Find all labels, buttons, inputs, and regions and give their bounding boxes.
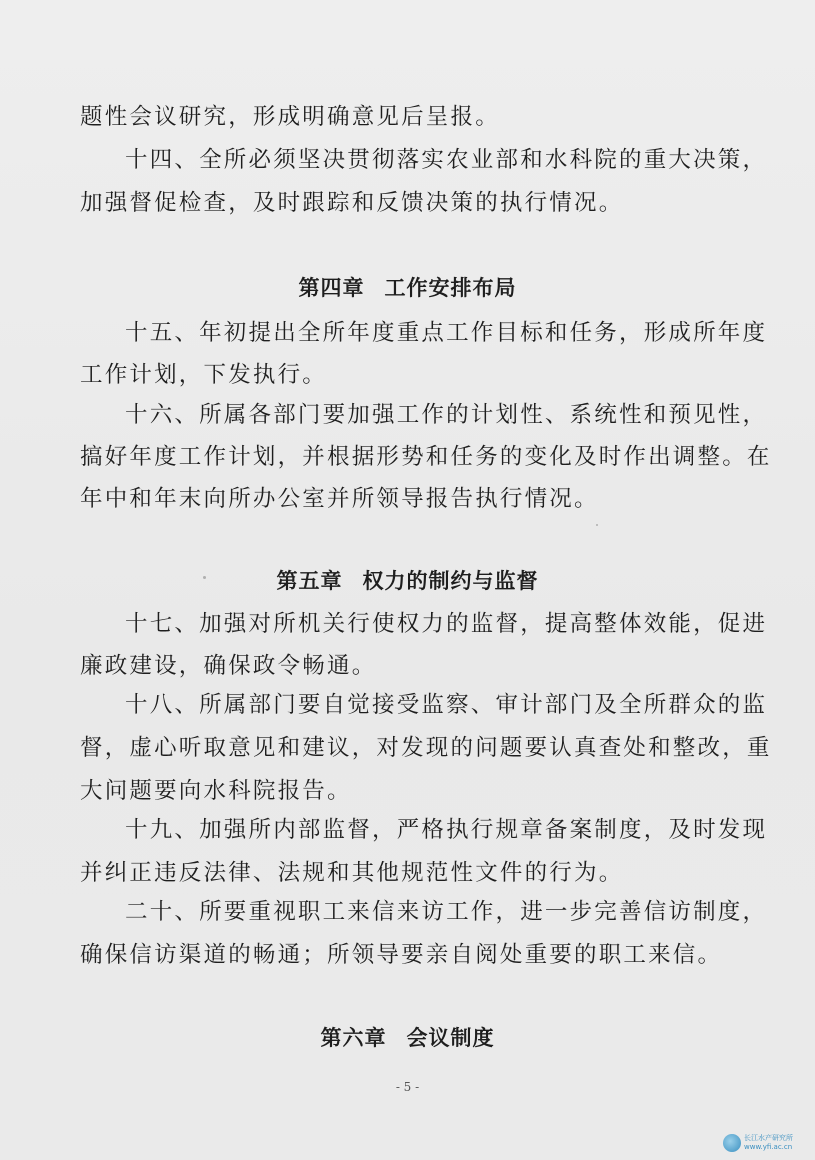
paragraph-article-20 bbox=[80, 893, 768, 974]
text-line: 加强督促检查，及时跟踪和反馈决策的执行情况。 bbox=[80, 190, 624, 216]
watermark-line2: www.yfi.ac.cn bbox=[744, 1143, 793, 1151]
chapter-4-heading bbox=[0, 272, 815, 302]
watermark-logo-icon bbox=[723, 1134, 741, 1152]
text-line: 廉政建设，确保政令畅通。 bbox=[80, 653, 377, 679]
text-line: 确保信访渠道的畅通；所领导要亲自阅处重要的职工来信。 bbox=[80, 942, 723, 968]
chapter-label: 第四章 bbox=[298, 276, 365, 300]
text-line: 搞好年度工作计划，并根据形势和任务的变化及时作出调整。在 bbox=[80, 444, 772, 470]
scan-speck bbox=[203, 576, 206, 579]
scan-speck bbox=[596, 524, 598, 526]
paragraph-article-15 bbox=[80, 314, 768, 394]
watermark bbox=[723, 1130, 809, 1156]
chapter-6-heading bbox=[0, 1022, 815, 1052]
text-line: 十六、所属各部门要加强工作的计划性、系统性和预见性， bbox=[125, 402, 768, 428]
paragraph-article-19 bbox=[80, 811, 768, 892]
paragraph-article-17 bbox=[80, 605, 768, 685]
text-line: 年中和年末向所办公室并所领导报告执行情况。 bbox=[80, 486, 599, 512]
chapter-label: 第五章 bbox=[276, 569, 343, 593]
text-line: 题性会议研究，形成明确意见后呈报。 bbox=[80, 104, 500, 130]
chapter-title: 权力的制约与监督 bbox=[362, 569, 539, 593]
paragraph-article-18 bbox=[80, 686, 772, 810]
text-line: 工作计划，下发执行。 bbox=[80, 362, 328, 388]
text-line: 二十、所要重视职工来信来访工作，进一步完善信访制度， bbox=[125, 899, 768, 925]
paragraph-intro bbox=[80, 98, 740, 136]
text-line: 十九、加强所内部监督，严格执行规章备案制度，及时发现 bbox=[125, 817, 768, 843]
text-line: 督，虚心听取意见和建议，对发现的问题要认真查处和整改，重 bbox=[80, 735, 772, 761]
text-line: 大问题要向水科院报告。 bbox=[80, 778, 352, 804]
text-line: 十七、加强对所机关行使权力的监督，提高整体效能，促进 bbox=[125, 611, 768, 637]
chapter-title: 会议制度 bbox=[406, 1026, 495, 1050]
chapter-label: 第六章 bbox=[320, 1026, 387, 1050]
paragraph-article-16 bbox=[80, 396, 772, 518]
chapter-title: 工作安排布局 bbox=[384, 276, 517, 300]
text-line: 十八、所属部门要自觉接受监察、审计部门及全所群众的监 bbox=[125, 692, 768, 718]
text-line: 十四、全所必须坚决贯彻落实农业部和水科院的重大决策， bbox=[125, 147, 768, 173]
page-number: - 5 - bbox=[395, 1080, 420, 1094]
paragraph-article-14 bbox=[80, 141, 768, 222]
watermark-line1: 长江水产研究所 bbox=[744, 1134, 793, 1142]
chapter-5-heading bbox=[0, 565, 815, 595]
text-line: 十五、年初提出全所年度重点工作目标和任务，形成所年度 bbox=[125, 320, 768, 346]
text-line: 并纠正违反法律、法规和其他规范性文件的行为。 bbox=[80, 860, 624, 886]
